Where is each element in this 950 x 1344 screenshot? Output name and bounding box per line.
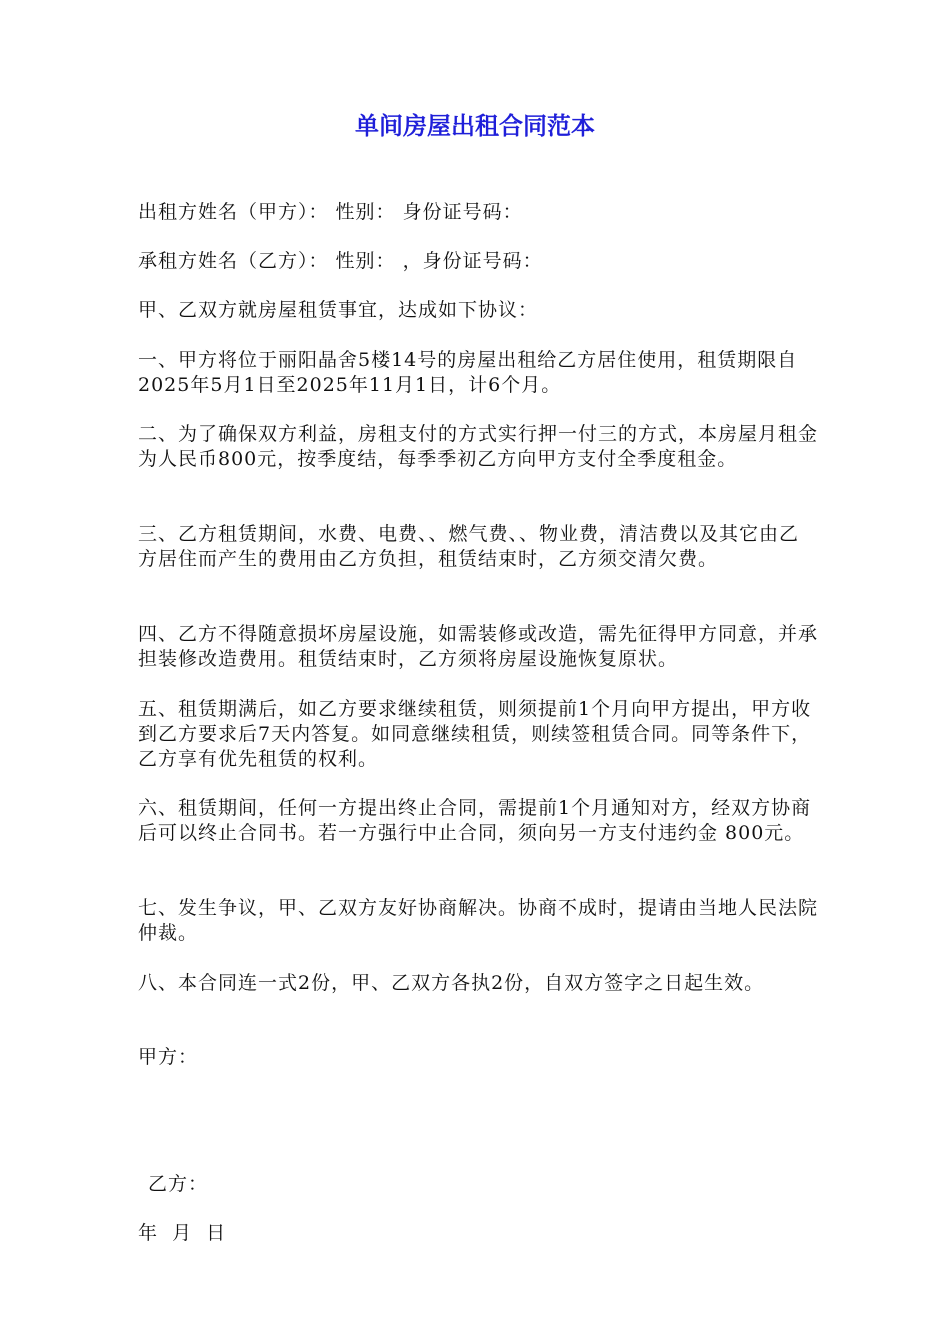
- clause-1: 一、甲方将位于丽阳晶舍5楼14号的房屋出租给乙方居住使用，租赁期限自2025年5月1日至2025年11月1日，计6个月。: [138, 349, 798, 396]
- clause-7: 七、发生争议，甲、乙双方友好协商解决。协商不成时，提请由当地人民法院仲裁。: [138, 897, 819, 944]
- lessor-info-line: 出租方姓名（甲方）： 性别： 身份证号码：: [138, 201, 523, 223]
- intro-line: 甲、乙双方就房屋租赁事宜，达成如下协议：: [138, 299, 539, 321]
- clause-2: 二、为了确保双方利益，房租支付的方式实行押一付三的方式，本房屋月租金为人民币800元，按季度结，每季季初乙方向甲方支付全季度租金。: [138, 423, 819, 470]
- clause-8: 八、本合同连一式2份，甲、乙双方各执2份，自双方签字之日起生效。: [138, 972, 765, 994]
- date-line: 年 月 日: [138, 1222, 227, 1244]
- clause-6: 六、租赁期间，任何一方提出终止合同，需提前1个月通知对方，经双方协商后可以终止合同书。若一方强行中止合同，须向另一方支付违约金 800元。: [138, 797, 812, 844]
- clause-4: 四、乙方不得随意损坏房屋设施，如需装修或改造，需先征得甲方同意，并承担装修改造费用。租赁结束时，乙方须将房屋设施恢复原状。: [138, 623, 819, 670]
- document-title: 单间房屋出租合同范本: [355, 112, 595, 140]
- clause-5: 五、租赁期满后，如乙方要求继续租赁，则须提前1个月向甲方提出，甲方收到乙方要求后7天内答复。如同意继续租赁，则续签租赁合同。同等条件下，乙方享有优先租赁的权利。: [138, 698, 812, 770]
- party-a-signature-label: 甲方：: [138, 1046, 199, 1068]
- clause-3: 三、乙方租赁期间，水费、电费、、燃气费、、物业费，清洁费以及其它由乙方居住而产生的费用由乙方负担，租赁结束时，乙方须交清欠费。: [138, 523, 800, 570]
- party-b-signature-label: 乙方：: [148, 1173, 209, 1195]
- lessee-info-line: 承租方姓名（乙方）： 性别： ，身份证号码：: [138, 250, 543, 272]
